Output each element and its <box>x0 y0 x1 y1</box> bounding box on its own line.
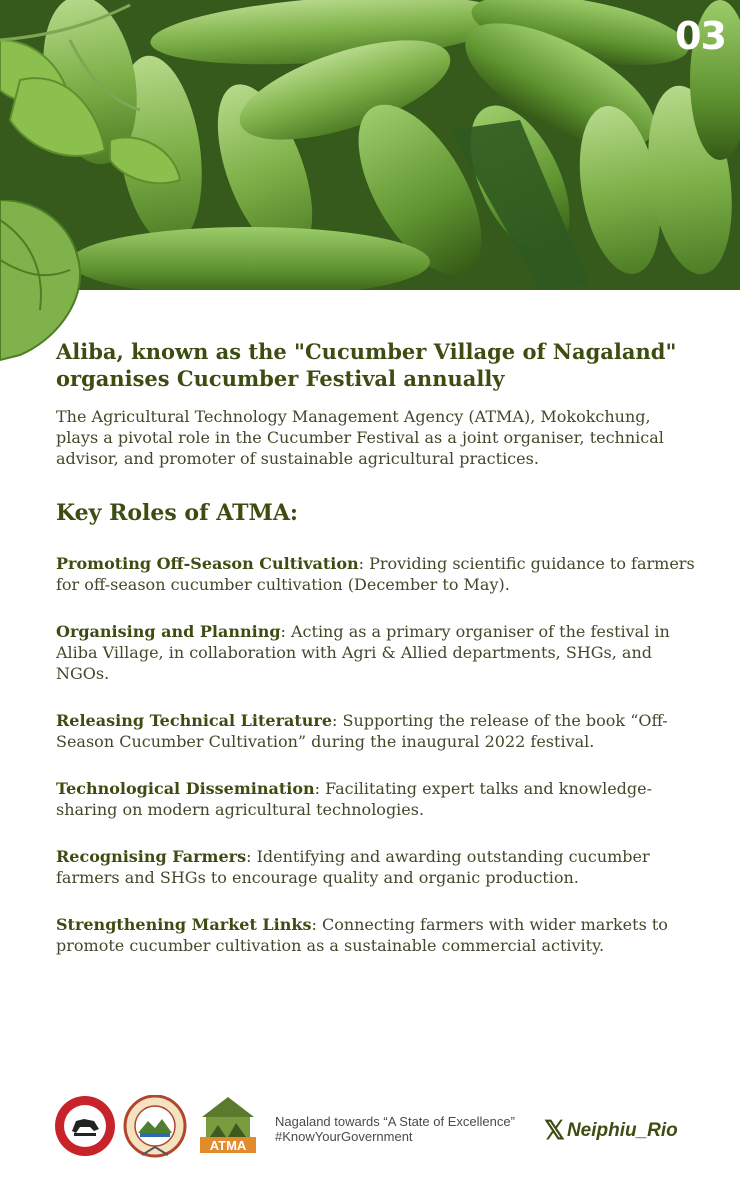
atma-logo-text: ATMA <box>209 1138 247 1153</box>
article-body <box>56 338 696 956</box>
role-text: : Acting as a primary organiser of the festival in Aliba Village, in collaboration with Agri & Allied departments, SHGs, and NGOs. <box>56 622 670 683</box>
role-item <box>56 553 696 595</box>
key-roles-heading: Key Roles of ATMA: <box>56 500 299 526</box>
role-text: : Connecting farmers with wider markets to promote cucumber cultivation as a sustainable commercial activity. <box>56 915 668 955</box>
role-title: Recognising Farmers <box>56 847 247 866</box>
role-item <box>56 710 696 752</box>
role-text: : Supporting the release of the book “Off-Season Cucumber Cultivation” during the inaugural 2022 festival. <box>56 711 668 751</box>
role-text: : Providing scientific guidance to farmers for off-season cucumber cultivation (December to May). <box>56 554 695 594</box>
role-item <box>56 846 696 888</box>
x-logo-icon: 𝕏 <box>544 1115 565 1145</box>
page-title: Aliba, known as the "Cucumber Village of Nagaland" organises Cucumber Festival annually <box>56 339 677 391</box>
page-number: 03 <box>675 14 726 58</box>
government-of-nagaland-seal-icon <box>54 1095 116 1157</box>
hashtag: #KnowYourGovernment <box>275 1129 413 1144</box>
atma-logo-icon <box>196 1095 260 1157</box>
intro-paragraph: The Agricultural Technology Management Agency (ATMA), Mokokchung, plays a pivotal role in the Cucumber Festival as a joint organiser, technical advisor, and promoter of sustainable agricultural practices. <box>56 407 664 468</box>
role-title: Technological Dissemination <box>56 779 315 798</box>
role-item <box>56 914 696 956</box>
role-title: Releasing Technical Literature <box>56 711 332 730</box>
department-seal-icon <box>122 1095 188 1163</box>
handle-text: Neiphiu_Rio <box>566 1119 678 1141</box>
role-text: : Identifying and awarding outstanding cucumber farmers and SHGs to encourage quality and organic production. <box>56 847 650 887</box>
role-title: Strengthening Market Links <box>56 915 312 934</box>
role-item <box>56 621 696 684</box>
footer <box>54 1095 694 1165</box>
tagline <box>275 1114 515 1144</box>
cucumber-pile-illustration <box>0 0 740 290</box>
role-title: Organising and Planning <box>56 622 281 641</box>
role-item <box>56 778 696 820</box>
cucumber-hero-photo <box>0 0 740 290</box>
role-text: : Facilitating expert talks and knowledge-sharing on modern agricultural technologies. <box>56 779 653 819</box>
role-title: Promoting Off-Season Cultivation <box>56 554 359 573</box>
tagline-line1: Nagaland towards “A State of Excellence” <box>275 1114 515 1129</box>
x-handle[interactable] <box>544 1115 678 1146</box>
